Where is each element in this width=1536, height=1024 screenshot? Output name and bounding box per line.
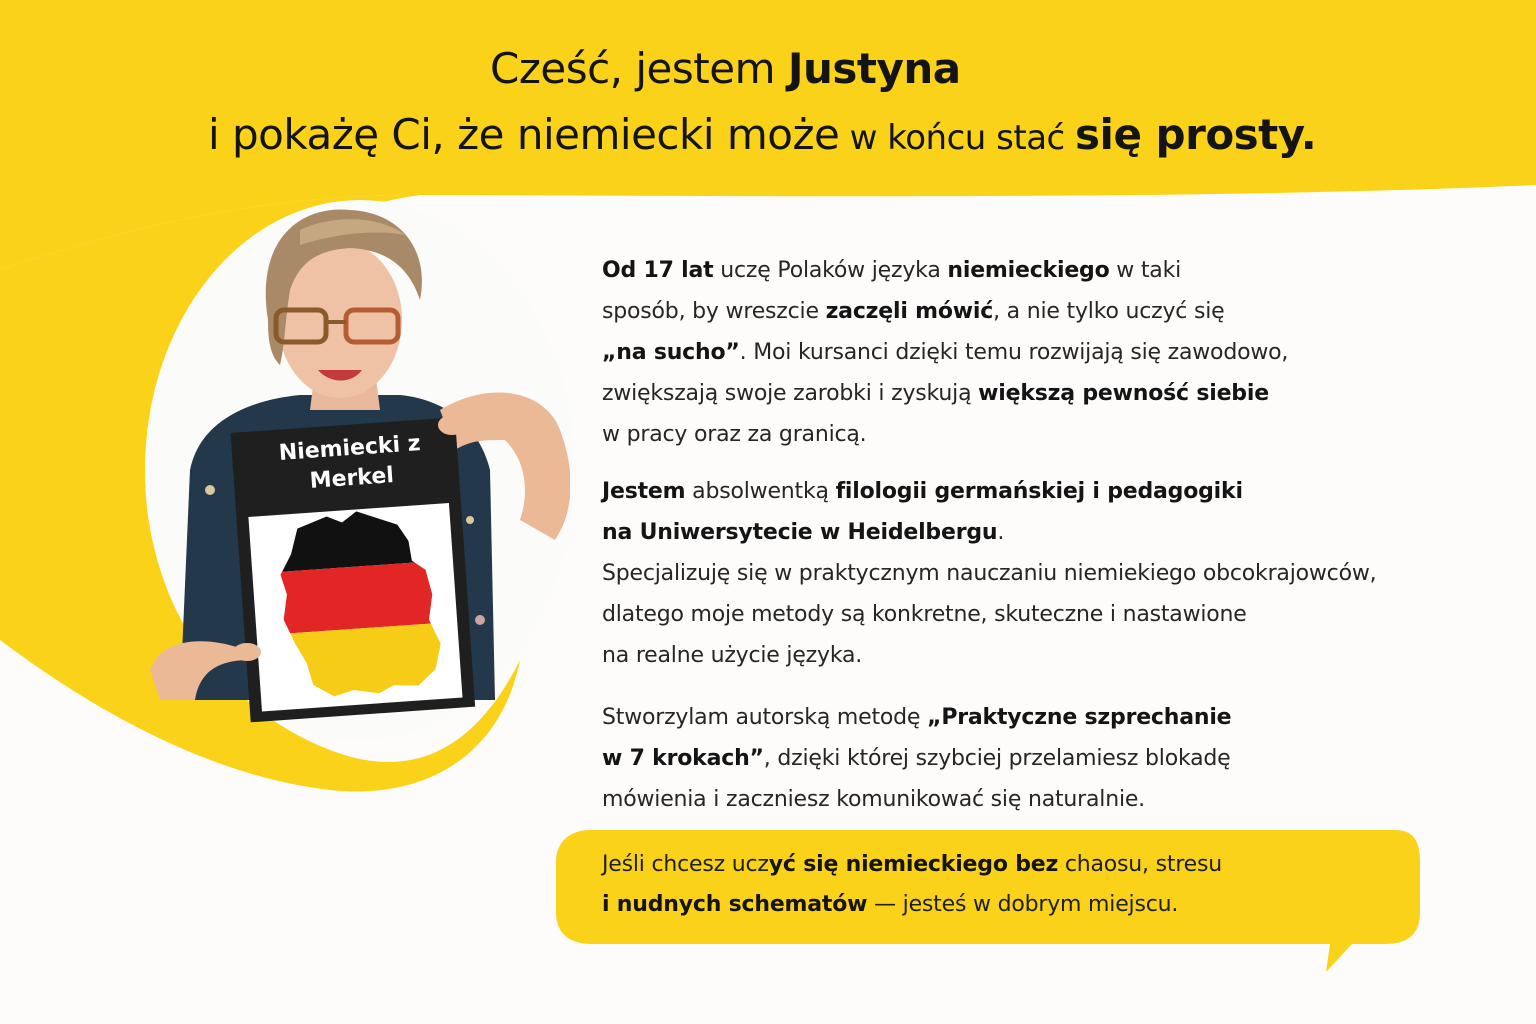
headline-bold: się prosty. xyxy=(1075,110,1317,159)
p3-bold-1: „Praktyczne szprechanie xyxy=(927,705,1232,730)
p3-bold-2: w 7 krokach” xyxy=(602,746,764,771)
p1-text-5: . Moi kursanci dzięki temu rozwijają się zawodowo, xyxy=(739,340,1289,365)
p1-bold-3: zaczęli mówić xyxy=(825,299,994,324)
headline-line-1 xyxy=(490,44,961,93)
education-paragraph xyxy=(602,471,1376,676)
p1-text-2: w taki xyxy=(1109,258,1182,283)
headline-text: i pokażę Ci, że niemiecki xyxy=(208,110,727,159)
p2-text-2: . xyxy=(997,520,1005,545)
board-text-line-2: Merkel xyxy=(308,463,395,494)
board-label xyxy=(254,427,448,506)
p3-text-1: Stworzylam autorską metodę xyxy=(602,705,928,730)
p1-text-7: w pracy oraz za granicą. xyxy=(602,422,867,447)
headline-text-mid1: może xyxy=(726,110,840,159)
headline-greeting: Cześć, jestem xyxy=(490,44,788,93)
p1-bold-4: „na sucho” xyxy=(602,340,740,365)
intro-paragraph xyxy=(602,250,1288,455)
callout-text-2: chaosu, stresu xyxy=(1058,852,1223,877)
callout-text xyxy=(602,845,1222,925)
p2-bold-3: na Uniwersytecie w Heidelbergu xyxy=(602,520,998,545)
board-text-line-1: Niemiecki z xyxy=(278,431,422,466)
p1-bold-5: większą pewność siebie xyxy=(978,381,1269,406)
p1-text-1: uczę Polaków języka xyxy=(713,258,948,283)
callout-bold-1: yć się niemieckiego bez xyxy=(768,852,1059,877)
method-paragraph xyxy=(602,697,1231,820)
callout-text-1: Jeśli chcesz ucz xyxy=(602,852,769,877)
headline-line-2 xyxy=(208,110,1316,159)
p1-bold-2: niemieckiego xyxy=(947,258,1110,283)
headline-name: Justyna xyxy=(787,44,961,93)
p3-text-2: , dzięki której szybciej przelamiesz blokadę xyxy=(763,746,1231,771)
p2-text-5: na realne użycie języka. xyxy=(602,643,863,668)
p2-text-1: absolwentką xyxy=(685,479,836,504)
p2-bold-2: filologii germańskiej i pedagogiki xyxy=(835,479,1243,504)
callout-bold-2: i nudnych schematów xyxy=(602,892,868,917)
p1-text-3: sposób, by wreszcie xyxy=(602,299,826,324)
p2-text-4: dlatego moje metody są konkretne, skuteczne i nastawione xyxy=(602,602,1247,627)
p3-text-3: mówienia i zaczniesz komunikować się naturalnie. xyxy=(602,787,1145,812)
p2-text-3: Specjalizuję się w praktycznym nauczaniu niemiekiego obcokrajowców, xyxy=(602,561,1377,586)
p1-text-4: , a nie tylko uczyć się xyxy=(993,299,1225,324)
p2-bold-1: Jestem xyxy=(602,479,686,504)
p1-text-6: zwiększają swoje zarobki i zyskują xyxy=(602,381,979,406)
headline-text-mid2: w końcu stać xyxy=(839,118,1076,158)
callout-text-3: — jesteś w dobrym miejscu. xyxy=(867,892,1179,917)
p1-bold-1: Od 17 lat xyxy=(602,258,714,283)
